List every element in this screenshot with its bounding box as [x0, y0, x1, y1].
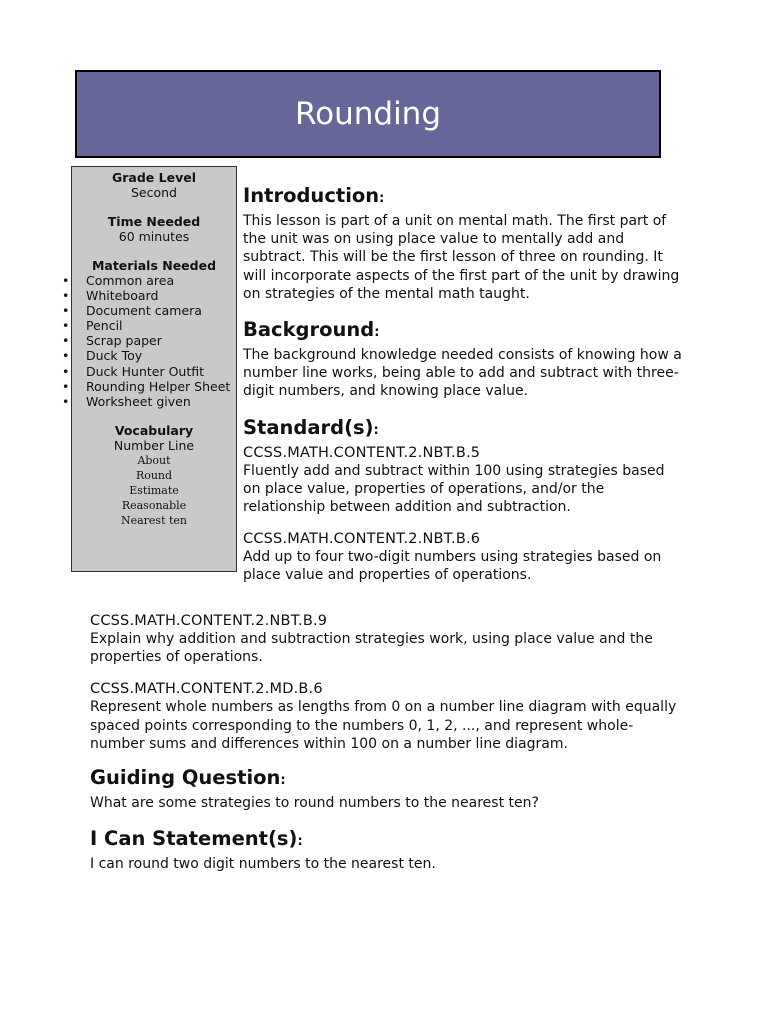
guiding-question-heading: Guiding Question:	[90, 766, 286, 790]
guiding-question-text: What are some strategies to round numbers to the nearest ten?	[90, 795, 539, 812]
main-content	[243, 183, 683, 585]
standard-code: CCSS.MATH.CONTENT.2.NBT.B.5	[243, 444, 481, 461]
i-can-text: I can round two digit numbers to the nearest ten.	[90, 856, 436, 873]
standard-code: CCSS.MATH.CONTENT.2.NBT.B.9	[90, 613, 328, 629]
vocab-item: Round	[135, 468, 173, 482]
time-needed-heading: Time Needed	[107, 214, 201, 229]
standard-code: CCSS.MATH.CONTENT.2.MD.B.6	[90, 681, 323, 698]
list-item: • Duck Hunter Outfit	[62, 363, 205, 379]
vocab-item: Number Line	[113, 437, 195, 453]
lower-content	[90, 612, 680, 873]
standard-text: Add up to four two-digit numbers using strategies based on place value and properties of operations.	[243, 549, 662, 584]
standard-text: Explain why addition and subtraction strategies work, using place value and the properties of operations.	[90, 631, 653, 666]
standards-heading: Standard(s):	[243, 415, 379, 439]
list-item: • Whiteboard	[62, 288, 159, 304]
vocab-item: Estimate	[129, 483, 179, 497]
page-title: Rounding	[294, 96, 442, 132]
lesson-info-sidebar	[62, 166, 237, 572]
list-item: • Rounding Helper Sheet	[62, 378, 231, 394]
vocab-item: About	[137, 453, 171, 467]
grade-level-value: Second	[130, 185, 177, 200]
vocabulary-heading: Vocabulary	[114, 422, 194, 438]
standard-text: Represent whole numbers as lengths from 0 on a number line diagram with equally spaced points corresponding to the numbers 0, 1, 2, ..., and represent whole-number sums and differences within 100 on a number line diagram.	[90, 699, 677, 752]
materials-list	[62, 273, 236, 409]
introduction-text: This lesson is part of a unit on mental math. The first part of the unit was on using place value to mentally add and subtract. This will be the first lesson of three on rounding. It will incorporate aspects of the first part of the unit by drawing on strategies of the mental math taught.	[243, 213, 680, 302]
title-banner	[75, 70, 661, 158]
list-item: • Common area	[62, 273, 175, 288]
vocab-item: Nearest ten	[120, 513, 188, 527]
background-text: The background knowledge needed consists of knowing how a number line works, being able to add and subtract with three-digit numbers, and knowing place value.	[243, 347, 682, 400]
vocab-item: Reasonable	[121, 498, 187, 512]
list-item: • Pencil	[62, 318, 123, 334]
background-heading: Background:	[243, 318, 380, 342]
list-item: • Scrap paper	[62, 333, 162, 349]
list-item: • Duck Toy	[62, 348, 143, 364]
list-item: • Worksheet given	[62, 393, 191, 409]
time-needed-value: 60 minutes	[118, 229, 190, 244]
introduction-heading: Introduction:	[243, 184, 385, 207]
standard-code: CCSS.MATH.CONTENT.2.NBT.B.6	[243, 531, 481, 548]
list-item: • Document camera	[62, 303, 202, 319]
grade-level-heading: Grade Level	[112, 170, 196, 185]
standard-text: Fluently add and subtract within 100 using strategies based on place value, properties of operations, and/or the relationship between addition and subtraction.	[243, 462, 665, 516]
i-can-heading: I Can Statement(s):	[90, 827, 303, 851]
materials-heading: Materials Needed	[91, 258, 217, 273]
